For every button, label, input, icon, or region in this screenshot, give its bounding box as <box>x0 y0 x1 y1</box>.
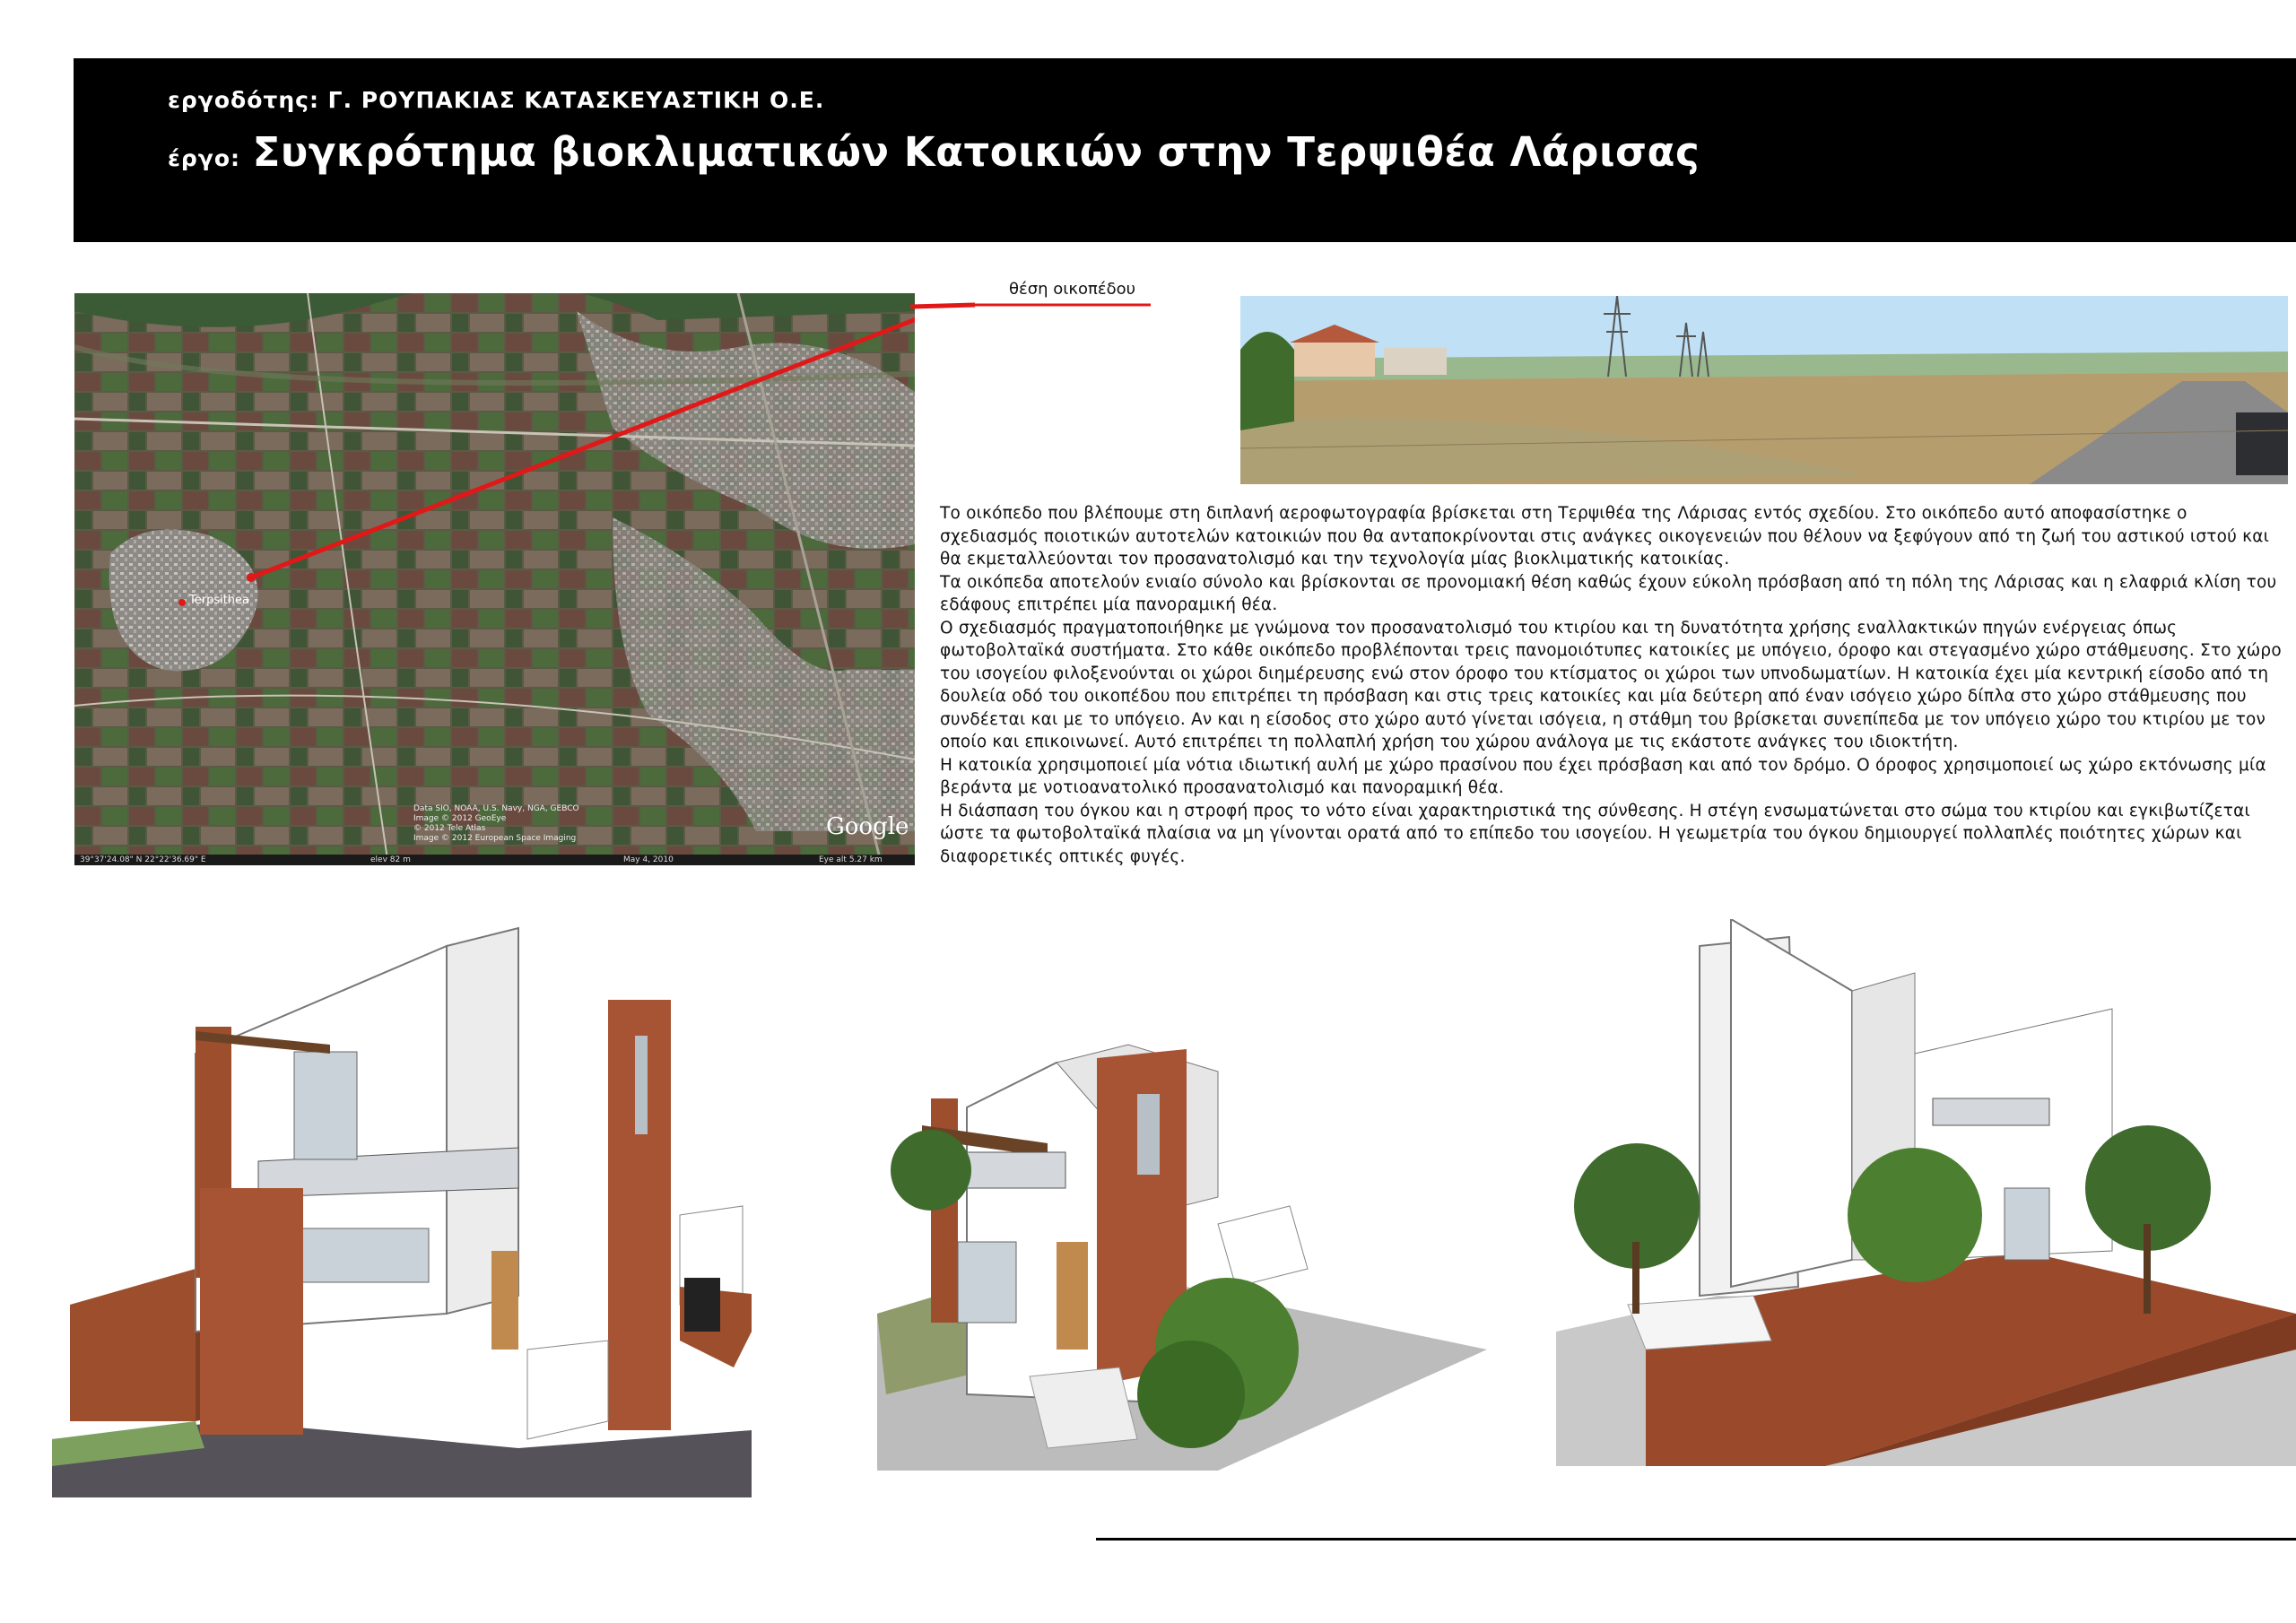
aerial-photo <box>74 293 915 865</box>
house-render-side <box>877 973 1487 1471</box>
project-label: έργο: <box>168 145 241 171</box>
description-paragraph: Η κατοικία χρησιμοποιεί μία νότια ιδιωτική αυλή με χώρο πρασίνου που έχει πρόσβαση και από τον δρόμο. Ο όροφος χρησιμοποιεί ως χώρο εκτόνωσης μία βεράντα με νοτιοανατολικό προσανατολισμό και πανοραμική θέα. <box>940 755 2266 797</box>
description-paragraph: Η διάσπαση του όγκου και η στροφή προς το νότο είναι χαρακτηριστικά της σύνθεσης. Η στέγη ενσωματώνεται στο σώμα του κτιρίου και εγκιβωτίζεται ώστε τα φωτοβολταϊκά πλαίσια να μη γίνονται ορατά από το επίπεδο του ισογείου. Η γεωμετρία του όγκου δημιουργεί πολλαπλές ποιότητες χώρων και διαφορετικές οπτικές φυγές. <box>940 801 2250 866</box>
description-paragraph: Ο σχεδιασμός πραγματοποιήθηκε με γνώμονα τον προσανατολισμό του κτιρίου και τη δυνατότητα χρήσης εναλλακτικών πηγών ενέργειας όπως φωτοβολταϊκά συστήματα. Στο κάθε οικόπεδο προβλέπονται τρεις πανομοιότυπες κατοικίες με υπόγειο, όροφο και στεγασμένο χώρο στάθμευσης. Στο χώρο του ισογείου φιλοξενούνται οι χώροι διημέρευσης ενώ στον όροφο του κτίσματος οι χώροι των υπνοδωματίων. Η κατοικία έχει μία κεντρική είσοδο από τη δουλεία οδό του οικοπέδου που επιτρέπει τη πρόσβαση και στις τρεις κατοικίες και μία δεύτερη από έναν ισόγειο χώρο δίπλα στο χώρο στάθμευσης που συνδέεται και με το υπόγειο. Αν και η είσοδος στο χώρο αυτό γίνεται ισόγεια, η στάθμη του βρίσκεται συνεπίπεδα με τον υπόγειο χώρο του κτιρίου με τον οποίο και επικοινωνεί. Αυτό επιτρέπει τη πολλαπλή χρήση του χώρου ανάλογα με τις εκάστοτε ανάγκες του ιδιοκτήτη. <box>940 618 2282 751</box>
description-paragraph: Το οικόπεδο που βλέπουμε στη διπλανή αεροφωτογραφία βρίσκεται στη Τερψιθέα της Λάρισας εντός σχεδίου. Στο οικόπεδο αυτό αποφασίστηκε ο σχεδιασμός ποιοτικών αυτοτελών κατοικιών που θα ανταποκρίνονται στις ανάγκες οικογενειών που θέλουν να ξεφύγουν από τη ζωή του αστικού ιστού και θα εκμεταλλεύονται τον προσανατολισμό και την τεχνολογία μίας βιοκλιματικής κατοικίας. <box>940 504 2270 568</box>
project-description <box>940 502 2285 868</box>
map-statusbar: 39°37'24.08" N 22°22'36.69" E elev 82 m May 4, 2010 Eye alt 5.27 km <box>74 855 915 865</box>
description-paragraph: Τα οικόπεδα αποτελούν ενιαίο σύνολο και βρίσκονται σε προνομιακή θέση καθώς έχουν εύκολη πρόσβαση από τη πόλη της Λάρισας και η ελαφριά κλίση του εδάφους επιτρέπει μία πανοραμική θέα. <box>940 572 2277 614</box>
plot-location-label: θέση οικοπέδου <box>1009 280 1136 299</box>
site-panorama-photo <box>1240 296 2288 484</box>
place-label: Terpsithea <box>189 594 250 607</box>
house-render-front <box>52 919 752 1497</box>
footer-rule <box>1096 1538 2296 1541</box>
project-heading <box>168 128 1700 176</box>
header-bar <box>74 58 2296 242</box>
house-render-rear <box>1556 919 2296 1466</box>
google-logo: Google <box>826 813 909 840</box>
map-credits: Data SIO, NOAA, U.S. Navy, NGA, GEBCO Image © 2012 GeoEye © 2012 Tele Atlas Image © 2012 European Space Imaging <box>413 804 579 843</box>
project-title: Συγκρότημα βιοκλιματικών Κατοικιών στην Τερψιθέα Λάρισας <box>252 128 1700 176</box>
client-label: εργοδότης: Γ. ΡΟΥΠΑΚΙΑΣ ΚΑΤΑΣΚΕΥΑΣΤΙΚΗ Ο.Ε. <box>168 87 825 113</box>
